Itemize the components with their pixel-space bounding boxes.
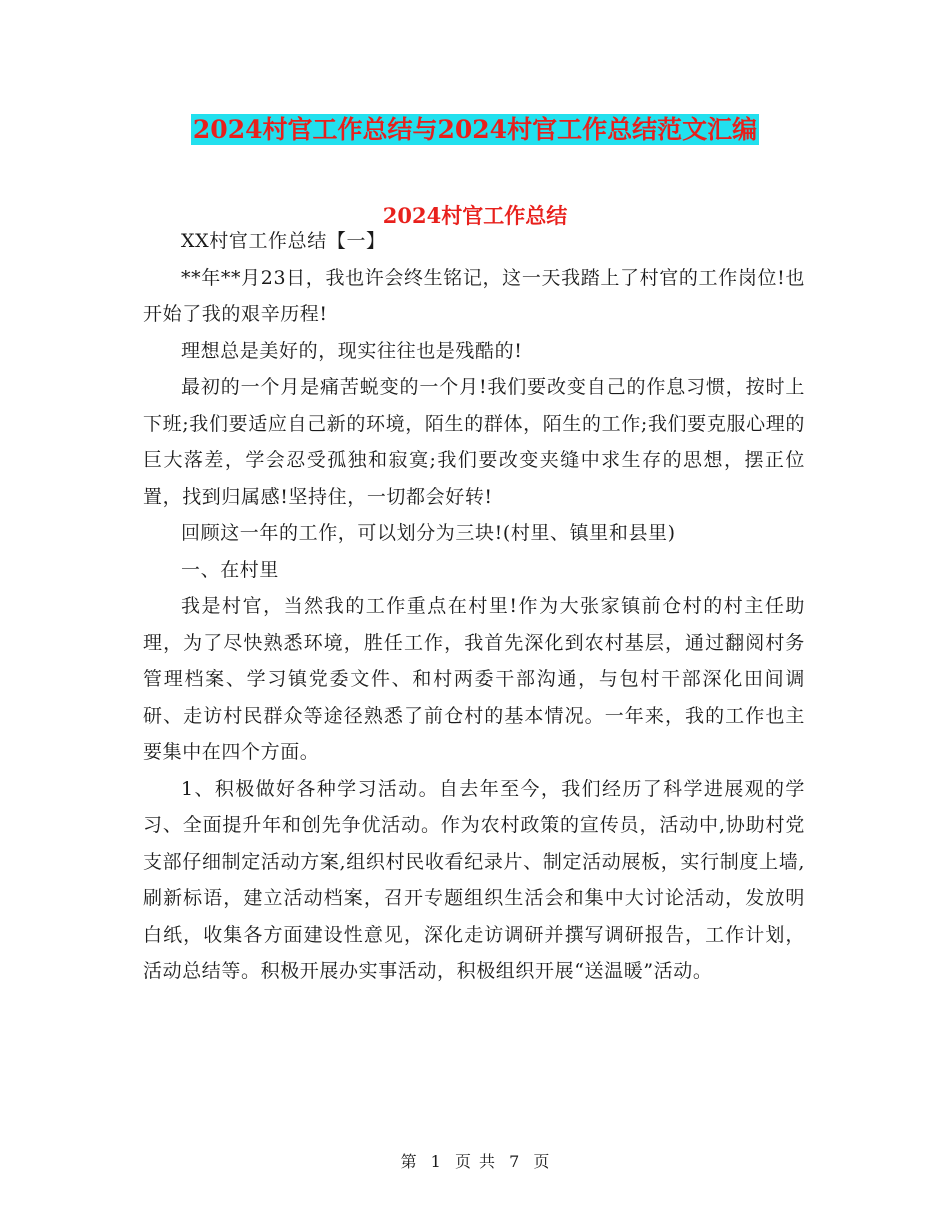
paragraph: XX村官工作总结【一】: [181, 230, 386, 252]
page-footer: [0, 1150, 950, 1174]
footer-current-page: 1: [430, 1152, 441, 1171]
footer-suffix: 页: [533, 1152, 550, 1171]
paragraph: 一、在村里: [181, 558, 280, 581]
paragraph: 1、积极做好各种学习活动。自去年至今，我们经历了科学进展观的学习、全面提升年和创先争优活动。作为农村政策的宣传员，活动中,协助村党支部仔细制定活动方案,组织村民收看纪录片、制定活动展板，实行制度上墙,刷新标语，建立活动档案，召开专题组织生活会和集中大讨论活动，发放明白纸，收集各方面建设性意见，深化走访调研并撰写调研报告，工作计划，活动总结等。积极开展办实事活动，积极组织开展“送温暖”活动。: [143, 777, 805, 982]
paragraph: 最初的一个月是痛苦蜕变的一个月!我们要改变自己的作息习惯，按时上下班;我们要适应自己新的环境，陌生的群体，陌生的工作;我们要克服心理的巨大落差，学会忍受孤独和寂寞;我们要改变夹缝中求生存的思想，摆正位置，找到归属感!坚持住，一切都会好转!: [143, 376, 805, 508]
paragraph: 理想总是美好的，现实往往也是残酷的!: [181, 339, 523, 362]
footer-prefix: 第: [400, 1152, 417, 1171]
document-title-highlight: 2024村官工作总结与2024村官工作总结范文汇编: [192, 115, 758, 144]
section-title: 2024村官工作总结: [382, 203, 568, 228]
paragraph: 我是村官，当然我的工作重点在村里!作为大张家镇前仓村的村主任助理，为了尽快熟悉环境，胜任工作，我首先深化到农村基层，通过翻阅村务管理档案、学习镇党委文件、和村两委干部沟通，与包村干部深化田间调研、走访村民群众等途径熟悉了前仓村的基本情况。一年来，我的工作也主要集中在四个方面。: [143, 595, 805, 763]
paragraph: 回顾这一年的工作，可以划分为三块!(村里、镇里和县里): [181, 522, 676, 544]
document-body: [143, 223, 805, 990]
footer-middle: 页 共: [454, 1152, 496, 1171]
footer-total-pages: 7: [509, 1152, 520, 1171]
paragraph: **年**月23日，我也许会终生铭记，这一天我踏上了村官的工作岗位!也开始了我的艰辛历程!: [143, 266, 805, 325]
document-title: [0, 112, 950, 148]
